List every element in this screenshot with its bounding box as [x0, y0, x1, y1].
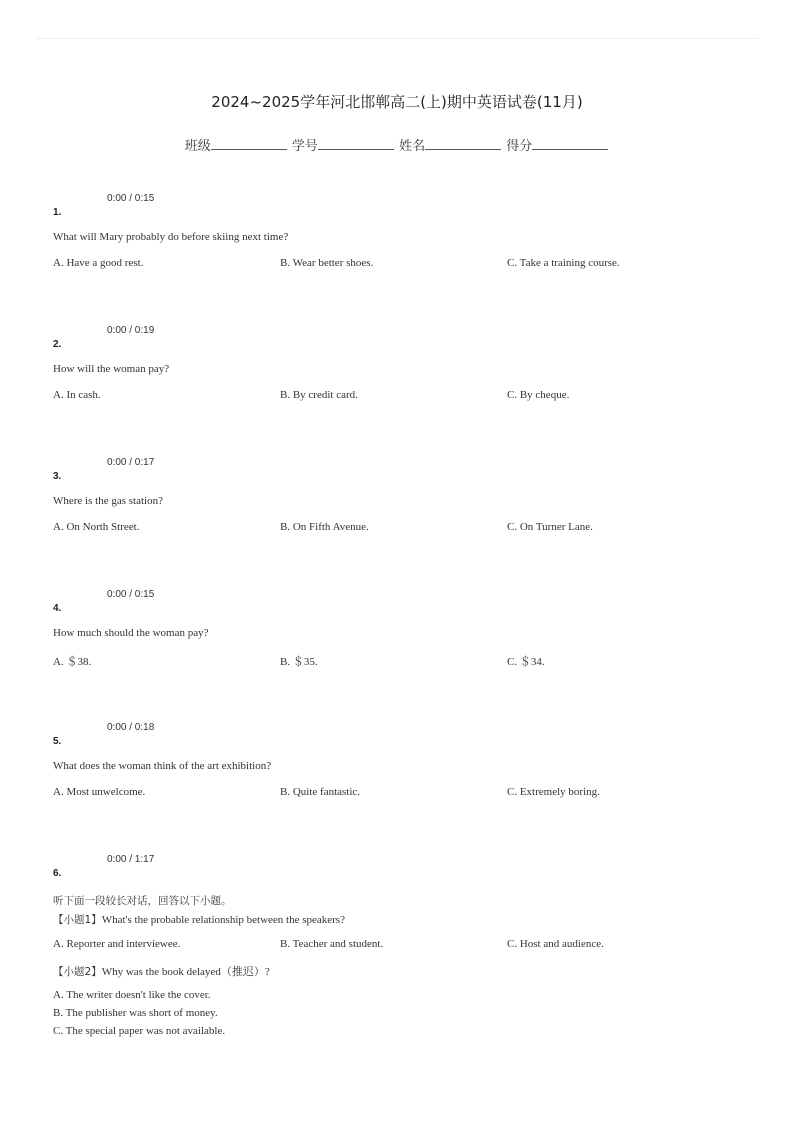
- field-name-label: 姓名: [399, 139, 426, 154]
- audio-timer[interactable]: 0:00 / 0:18: [107, 722, 155, 733]
- question-stem: Where is the gas station?: [53, 495, 163, 507]
- option-c[interactable]: C. Take a training course.: [507, 257, 620, 269]
- question-number: 5.: [53, 736, 62, 747]
- option-c[interactable]: C. ＄34.: [507, 656, 545, 668]
- field-class-label: 班级: [184, 139, 211, 154]
- question-stem: What does the woman think of the art exhibition?: [53, 760, 272, 772]
- sub2-option-b[interactable]: B. The publisher was short of money.: [53, 1007, 218, 1019]
- question-number: 6.: [53, 868, 62, 879]
- option-b[interactable]: B. On Fifth Avenue.: [280, 521, 369, 533]
- field-id-label: 学号: [291, 139, 318, 154]
- question-stem: What will Mary probably do before skiing next time?: [53, 231, 289, 243]
- question-number: 2.: [53, 339, 62, 350]
- question-stem: How much should the woman pay?: [53, 627, 209, 639]
- option-a[interactable]: A. On North Street.: [53, 521, 140, 533]
- sub1-option-a[interactable]: A. Reporter and interviewee.: [53, 938, 181, 950]
- sub-question-1-text: What's the probable relationship between the speakers?: [101, 914, 345, 926]
- audio-timer[interactable]: 0:00 / 0:15: [107, 589, 155, 600]
- question-stem: How will the woman pay?: [53, 363, 170, 375]
- audio-timer[interactable]: 0:00 / 0:19: [107, 325, 155, 336]
- sub-question-1-tag: 【小题1】: [53, 914, 102, 926]
- field-score-label: 得分: [506, 139, 533, 154]
- question-number: 3.: [53, 471, 62, 482]
- question-intro: 听下面一段较长对话，回答以下小题。: [53, 895, 232, 907]
- top-divider: [36, 38, 758, 39]
- field-class-blank[interactable]: [211, 137, 287, 150]
- question-number: 4.: [53, 603, 62, 614]
- sub-question-2-stem: [53, 963, 270, 979]
- page-title: 2024~2025学年河北邯郸高二(上)期中英语试卷(11月): [211, 93, 583, 111]
- option-c[interactable]: C. On Turner Lane.: [507, 521, 593, 533]
- audio-timer[interactable]: 0:00 / 1:17: [107, 854, 155, 865]
- option-b[interactable]: B. Quite fantastic.: [280, 786, 361, 798]
- option-b[interactable]: B. ＄35.: [280, 656, 318, 668]
- sub1-option-b[interactable]: B. Teacher and student.: [280, 938, 384, 950]
- field-score-blank[interactable]: [532, 137, 608, 150]
- sub-question-1-stem: [53, 912, 345, 927]
- student-info-fields: [0, 135, 794, 154]
- option-b[interactable]: B. By credit card.: [280, 389, 358, 401]
- audio-timer[interactable]: 0:00 / 0:17: [107, 457, 155, 468]
- field-name-blank[interactable]: [425, 137, 501, 150]
- sub2-option-a[interactable]: A. The writer doesn't like the cover.: [53, 989, 211, 1001]
- option-c[interactable]: C. By cheque.: [507, 389, 570, 401]
- field-id-blank[interactable]: [318, 137, 394, 150]
- option-a[interactable]: A. Have a good rest.: [53, 257, 144, 269]
- audio-timer[interactable]: 0:00 / 0:15: [107, 193, 155, 204]
- sub-question-2-text: Why was the book delayed（推迟）?: [101, 966, 270, 978]
- sub1-option-c[interactable]: C. Host and audience.: [507, 938, 604, 950]
- sub-question-2-tag: 【小题2】: [53, 966, 102, 978]
- option-a[interactable]: A. Most unwelcome.: [53, 786, 146, 798]
- option-b[interactable]: B. Wear better shoes.: [280, 257, 374, 269]
- sub2-option-c[interactable]: C. The special paper was not available.: [53, 1025, 226, 1037]
- option-a[interactable]: A. ＄38.: [53, 656, 92, 668]
- question-number: 1.: [53, 207, 62, 218]
- option-a[interactable]: A. In cash.: [53, 389, 101, 401]
- option-c[interactable]: C. Extremely boring.: [507, 786, 600, 798]
